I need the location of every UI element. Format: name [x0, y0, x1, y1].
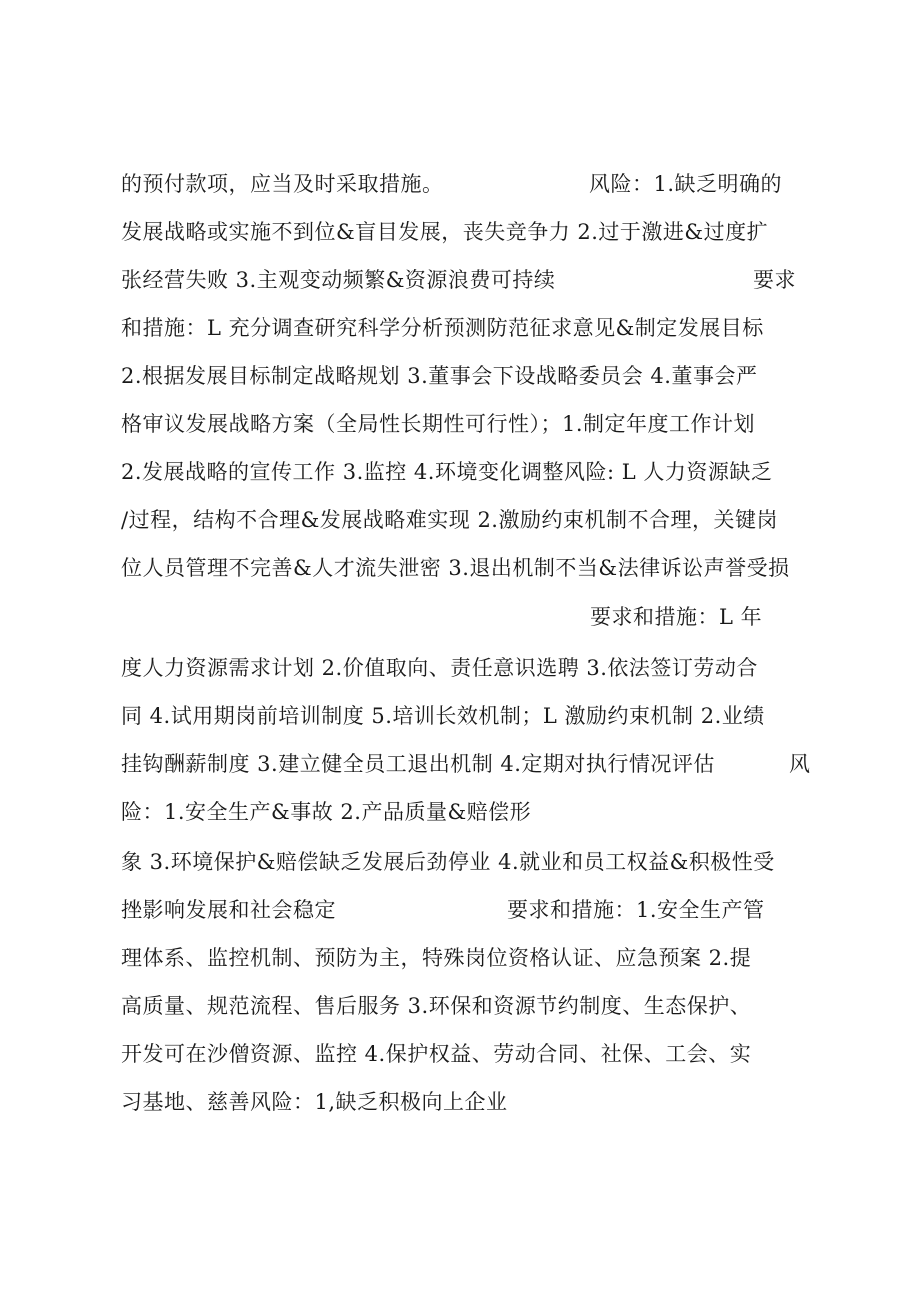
text-segment: 要求和措施：1.安全生产管 [507, 898, 765, 922]
text-segment: 同 4.试用期岗前培训制度 5.培训长效机制；L 激励约束机制 2.业绩 [121, 704, 765, 728]
text-line [121, 504, 821, 536]
text-segment: 高质量、规范流程、售后服务 3.环保和资源节约制度、生态保护、 [121, 994, 752, 1018]
text-line [121, 700, 821, 732]
text-line [121, 216, 821, 248]
text-line [121, 652, 821, 684]
text-segment: 度人力资源需求计划 2.价值取向、责任意识选聘 3.依法签订劳动合 [121, 656, 758, 680]
text-segment: 象 3.环境保护&赔偿缺乏发展后劲停业 4.就业和员工权益&积极性受 [121, 850, 775, 874]
text-segment: 习基地、慈善风险：1,缺乏积极向上企业 [121, 1090, 508, 1114]
text-segment: 格审议发展战略方案（全局性长期性可行性）；1.制定年度工作计划 [121, 412, 756, 436]
text-segment: 开发可在沙僧资源、监控 4.保护权益、劳动合同、社保、工会、实 [121, 1042, 752, 1066]
text-line [121, 312, 821, 344]
text-segment: 张经营失败 3.主观变动频繁&资源浪费可持续 [121, 268, 556, 292]
text-segment: 位人员管理不完善&人才流失泄密 3.退出机制不当&法律诉讼声誉受损 [121, 556, 790, 580]
text-segment: 要求和措施：L 年 [590, 605, 763, 629]
text-segment: 风 [789, 752, 811, 776]
text-segment: 发展战略或实施不到位&盲目发展，丧失竞争力 2.过于激进&过度扩 [121, 220, 769, 244]
text-segment: 2.发展战略的宣传工作 3.监控 4.环境变化调整风险: L 人力资源缺乏 [121, 460, 773, 484]
text-line [121, 360, 821, 392]
text-segment: /过程，结构不合理&发展战略难实现 2.激励约束机制不合理，关键岗 [121, 508, 778, 532]
text-segment: 2.根据发展目标制定战略规划 3.董事会下设战略委员会 4.董事会严 [121, 364, 758, 388]
text-line [121, 990, 821, 1022]
text-line [121, 552, 821, 584]
text-line [121, 168, 821, 200]
text-line [121, 264, 821, 296]
text-segment: 挫影响发展和社会稳定 [121, 898, 336, 922]
text-line [121, 408, 821, 440]
text-segment: 要求 [753, 268, 796, 292]
text-line [121, 601, 821, 633]
text-line [121, 456, 821, 488]
text-line [121, 1086, 821, 1118]
text-line [121, 942, 821, 974]
text-segment: 挂钩酬薪制度 3.建立健全员工退出机制 4.定期对执行情况评估 [121, 752, 715, 776]
text-segment: 理体系、监控机制、预防为主，特殊岗位资格认证、应急预案 2.提 [121, 946, 752, 970]
text-segment: 的预付款项，应当及时采取措施。 [121, 172, 444, 196]
text-line [121, 748, 821, 780]
text-segment: 和措施：L 充分调查研究科学分析预测防范征求意见&制定发展目标 [121, 316, 764, 340]
text-segment: 风险：1.缺乏明确的 [589, 172, 783, 196]
text-line [121, 1038, 821, 1070]
text-line [121, 796, 821, 828]
text-line [121, 846, 821, 878]
text-segment: 险：1.安全生产&事故 2.产品质量&赔偿形 [121, 800, 532, 824]
text-line [121, 894, 821, 926]
